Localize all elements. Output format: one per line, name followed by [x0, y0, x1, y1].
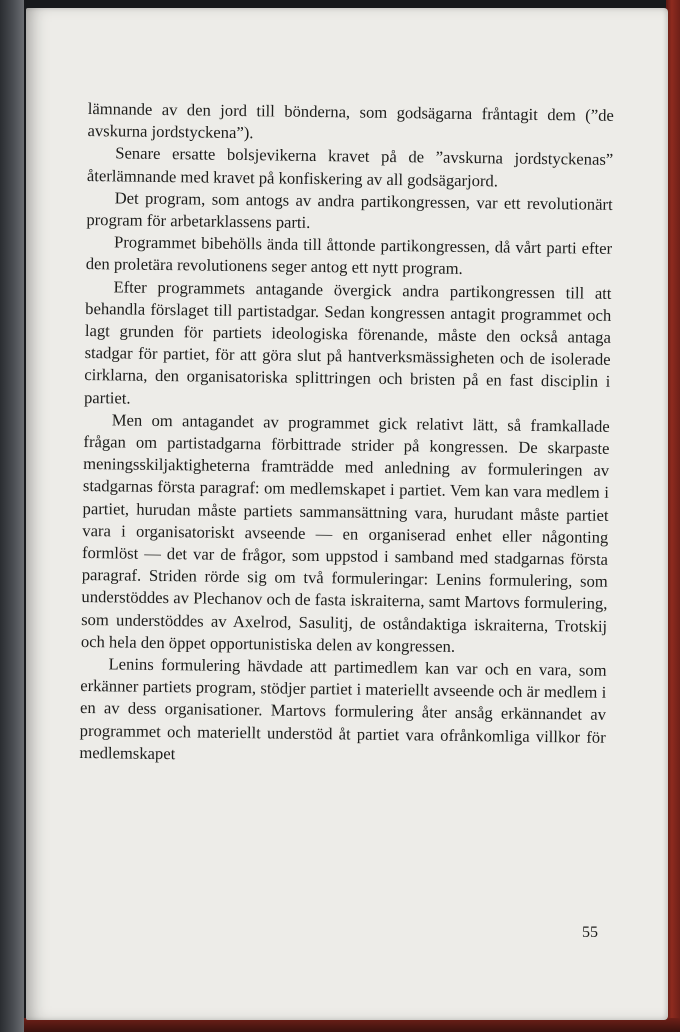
- book-page: [26, 8, 668, 1020]
- book-spine: [0, 0, 24, 1032]
- book-cover-edge: [666, 0, 680, 1032]
- paragraph-2: Senare ersatte bolsjevikerna kravet på de ”avskurna jordstyckenas” återlämnande med kravet på konfiskering av all godsägarjord.: [86, 143, 614, 190]
- paragraph-1: lämnande av den jord till bönderna, som godsägarna fråntagit dem (”de avskurna jordstyckena”).: [87, 98, 614, 143]
- paragraph-5: Efter programmets antagande övergick andra partikongressen till att behandla förslaget till partistadgar. Sedan kongressen antagit programmet och lagt grunden för partiets ideologiska förenande, måste den också antaga stadgar för partiet, för att göra slut på hantverksmässigheten och de isolerade cirklarna, den organisatoriska splittringen och bristen på en fast disciplin i partiet.: [83, 276, 612, 408]
- paragraph-3: Det program, som antogs av andra partikongressen, var ett revolutionärt program för arbetarklassens parti.: [86, 188, 613, 232]
- paragraph-7: Lenins formulering hävdade att partimedlem kan var och en vara, som erkänner partiets program, stödjer partiet i materiellt avseende och är medlem i en av dess organisationer. Martovs formulering åter ansåg erkännandet av programmet och materiellt understöd åt partiet vara ofrånkomliga villkor för medlemskapet: [79, 654, 607, 764]
- paragraph-4: Programmet bibehölls ända till åttonde partikongressen, då vårt parti efter den proletära revolutionens seger antog ett nytt program.: [85, 232, 613, 279]
- body-text: [79, 98, 614, 771]
- page-number: 55: [582, 924, 598, 941]
- book-cover-bottom: [24, 1018, 680, 1032]
- paragraph-6: Men om antagandet av programmet gick relativt lätt, så framkallade frågan om partistadgarna förbittrade strider på kongressen. De skarpaste meningsskiljaktigheterna framträdde med anledning av formuleringen av stadgarnas första paragraf: om medlemskapet i partiet. Vem kan vara medlem i partiet, hurudan måste partiets sammansättning vara, hurudant måste partiet vara i organisatoriskt avseende — en organiserad enhet eller någonting formlöst — det var de frågor, som uppstod i samband med stadgarnas första paragraf. Striden rörde sig om två formuleringar: Lenins formulering, som understöddes av Plechanov och de fasta iskraiterna, samt Martovs formulering, som understöddes av Axelrod, Sasulitj, de oståndaktiga iskraiterna, Trotskij och hela den öppet opportunistiska delen av kongressen.: [80, 410, 610, 656]
